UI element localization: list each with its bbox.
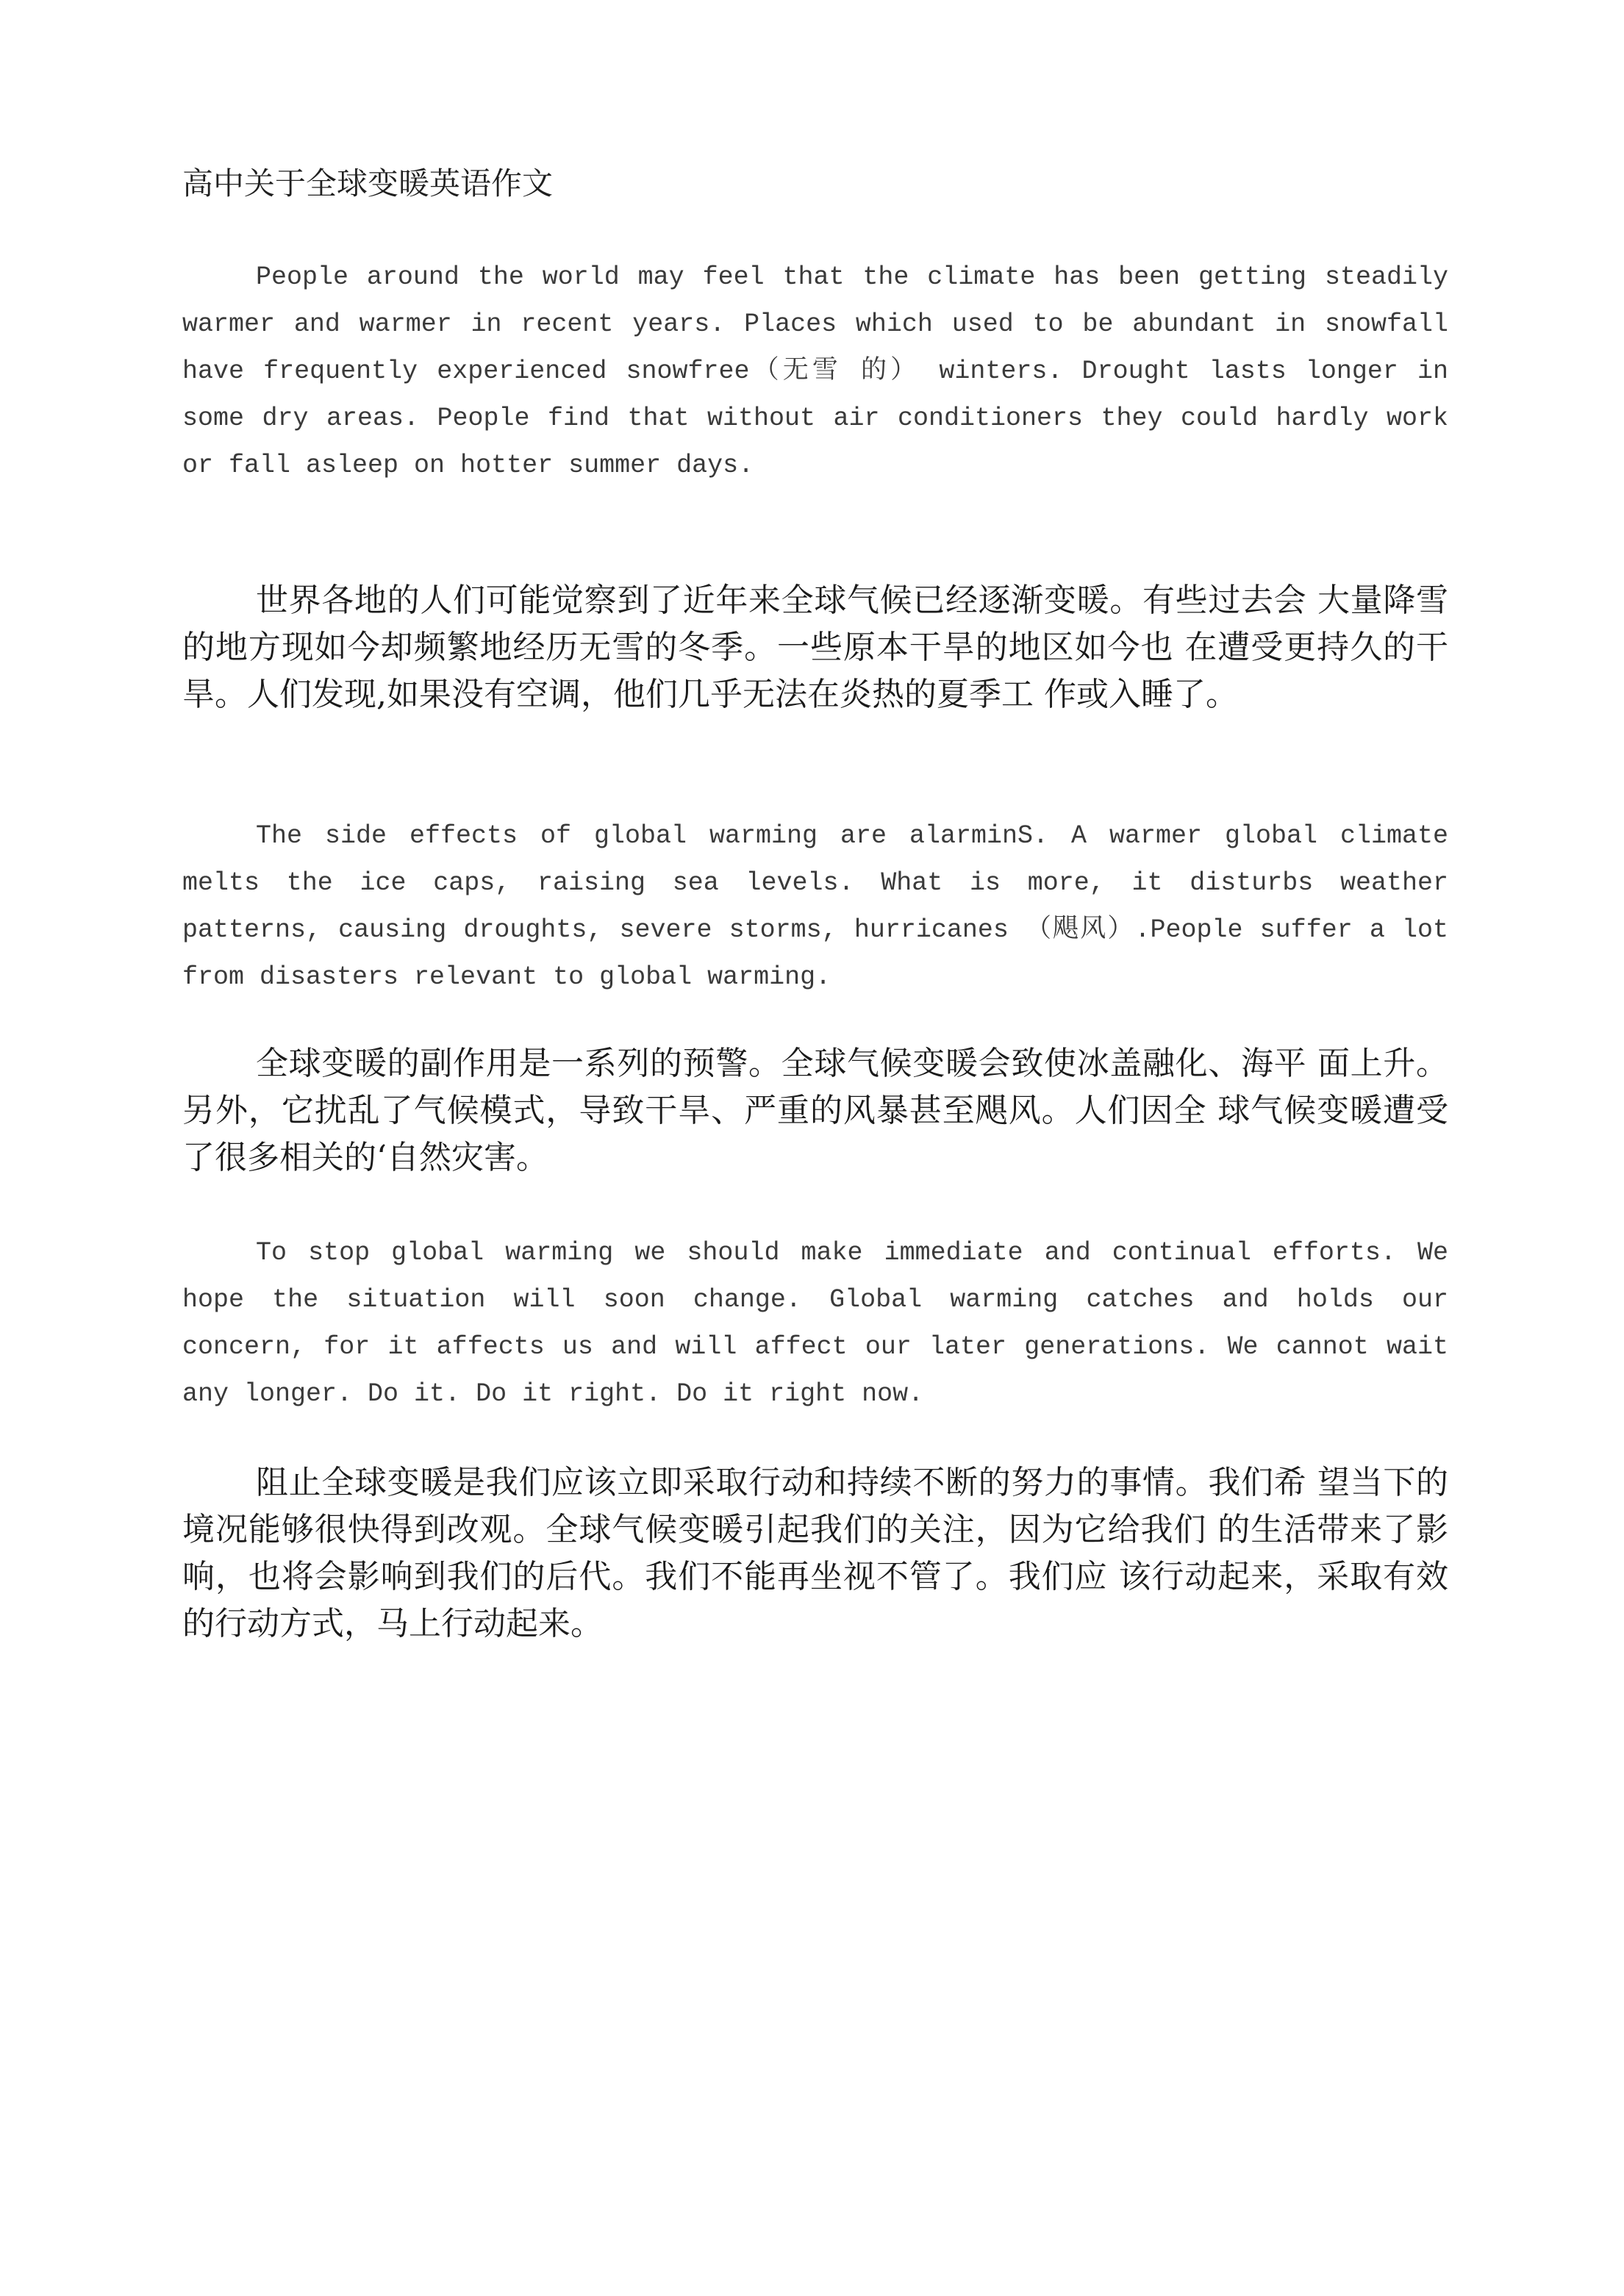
- chinese-paragraph-2: 全球变暖的副作用是一系列的预警。全球气候变暖会致使冰盖融化、海平 面上升。另外，它扰乱了气候模式，导致干旱、严重的风暴甚至飓风。人们因全 球气候变暖遭受了很多相关的‘自然灾害。: [182, 1045, 1448, 1176]
- english-paragraph-2: The side effects of global warming are alarminS. A warmer global climate melts the ice caps, raising sea levels. What is more, it disturbs weather patterns, causing droughts, severe storms, hurricanes （飓风）.People suffer a lot from disasters relevant to global warming.: [182, 821, 1448, 992]
- chinese-paragraph-1: 世界各地的人们可能觉察到了近年来全球气候已经逐渐变暖。有些过去会 大量降雪的地方现如今却频繁地经历无雪的冬季。一些原本干旱的地区如今也 在遭受更持久的干旱。人们发现,如果没有空调，他们几乎无法在炎热的夏季工 作或入睡了。: [182, 582, 1448, 713]
- chinese-paragraph-3: 阻止全球变暖是我们应该立即采取行动和持续不断的努力的事情。我们希 望当下的境况能够很快得到改观。全球气候变暖引起我们的关注，因为它给我们 的生活带来了影响，也将会影响到我们的后代。我们不能再坐视不管了。我们应 该行动起来，采取有效的行动方式，马上行动起来。: [182, 1464, 1448, 1642]
- english-paragraph-1: People around the world may feel that the climate has been getting steadily warmer and warmer in recent years. Places which used to be abundant in snowfall have frequently experienced snowfree（无雪 的） winters. Drought lasts longer in some dry areas. People find that without air conditioners they could hardly work or fall asleep on hotter summer days.: [182, 262, 1448, 480]
- document-title: 高中关于全球变暖英语作文: [182, 165, 554, 201]
- english-paragraph-3: To stop global warming we should make immediate and continual efforts. We hope the situation will soon change. Global warming catches and holds our concern, for it affects us and will affect our later generations. We cannot wait any longer. Do it. Do it right. Do it right now.: [182, 1238, 1448, 1409]
